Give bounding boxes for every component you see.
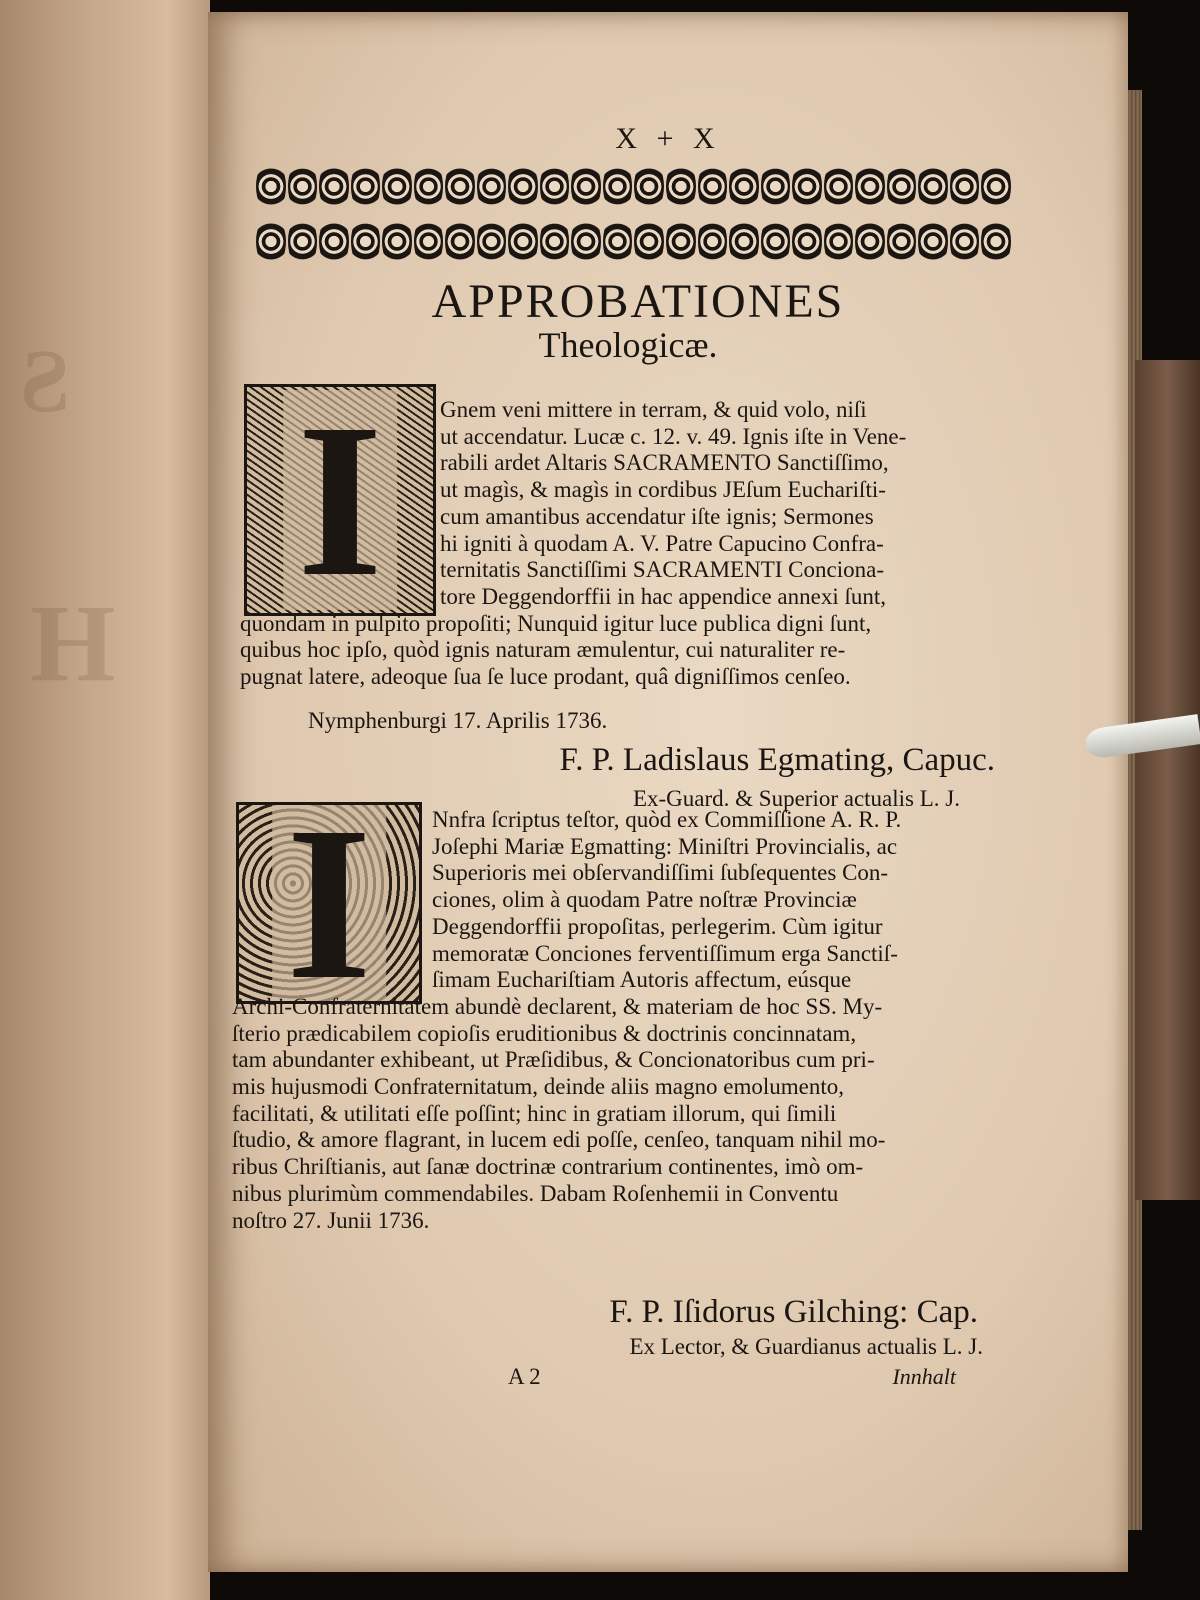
rose-ornament-icon [414, 160, 444, 213]
rose-ornament-icon [382, 215, 412, 268]
text-line: pugnat latere, adeoque ſua ſe luce prodant, quâ digniſſimos cenſeo. [240, 664, 851, 690]
rose-ornament-icon [918, 160, 948, 213]
rose-ornament-icon [351, 160, 381, 213]
catchword: Innhalt [892, 1364, 956, 1389]
rose-ornament-icon [477, 215, 507, 268]
text-line: ſterio prædicabilem copioſis eruditionibus & doctrinis concinnatam, [232, 1020, 857, 1046]
rose-ornament-icon [319, 160, 349, 213]
rose-ornament-icon [288, 160, 318, 213]
rose-ornament-icon [855, 215, 885, 268]
rose-ornament-icon [540, 160, 570, 213]
rose-ornament-icon [698, 215, 728, 268]
text-line: rabili ardet Altaris SACRAMENTO Sanctiſſimo, [440, 450, 889, 476]
text-line: noſtro 27. Junii 1736. [232, 1207, 430, 1233]
approbation-2-text [232, 807, 1002, 1234]
binding-strap [1135, 360, 1200, 1200]
book-page [208, 12, 1128, 1572]
rose-ornament-icon [792, 160, 822, 213]
rose-ornament-icon [508, 215, 538, 268]
rose-ornament-icon [792, 215, 822, 268]
rose-ornament-icon [918, 215, 948, 268]
bleed-through-text: S [20, 332, 71, 431]
text-line: Nnfra ſcriptus teſtor, quòd ex Commiſſione A. R. P. [432, 807, 902, 832]
rose-ornament-icon [950, 215, 980, 268]
rose-ornament-icon [540, 215, 570, 268]
text-line: memoratæ Conciones ferventiſſimum erga Sanctiſ- [432, 940, 898, 966]
rose-ornament-icon [666, 160, 696, 213]
initial-letter: I [272, 802, 386, 1004]
rose-ornament-icon [571, 215, 601, 268]
rose-ornament-icon [382, 160, 412, 213]
rose-ornament-icon [729, 215, 759, 268]
text-line: Joſephi Mariæ Egmatting: Miniſtri Provincialis, ac [432, 833, 898, 859]
approbation-1-date: Nymphenburgi 17. Aprilis 1736. [308, 708, 608, 733]
rose-ornament-icon [508, 160, 538, 213]
text-line: Archi-Confraternitatem abundè declarent, & materiam de hoc SS. My- [232, 993, 883, 1019]
approbation-1-text [240, 397, 1000, 691]
text-line: quondam in pulpito propoſiti; Nunquid igitur luce publica digni ſunt, [240, 610, 872, 636]
rose-ornament-icon [981, 160, 1011, 213]
rose-ornament-icon [666, 215, 696, 268]
floral-border-band [256, 160, 1011, 268]
text-line: ribus Chriſtianis, aut ſanæ doctrinæ contrarium continentes, imò om- [232, 1154, 864, 1180]
rose-ornament-icon [414, 215, 444, 268]
page-title: APPROBATIONES [431, 275, 845, 328]
signature-mark: A 2 [508, 1364, 541, 1389]
rose-ornament-icon [603, 215, 633, 268]
rose-ornament-icon [351, 215, 381, 268]
rose-ornament-icon [634, 215, 664, 268]
rose-ornament-icon [761, 215, 791, 268]
approbation-1-signer: F. P. Ladislaus Egmating, Capuc. [559, 742, 995, 778]
approbation-1-signer-title: Ex-Guard. & Superior actualis L. J. [632, 786, 960, 811]
text-line: ut accendatur. Lucæ c. 12. v. 49. Ignis iſte in Vene- [440, 423, 907, 449]
rose-ornament-icon [981, 215, 1011, 268]
rose-ornament-icon [256, 215, 286, 268]
text-line: ſimam Euchariſtiam Autoris affectum, eúsque [432, 967, 852, 993]
page-subtitle: Theologicæ. [538, 325, 718, 365]
rose-ornament-icon [477, 160, 507, 213]
rose-ornament-icon [950, 160, 980, 213]
rose-ornament-icon [887, 215, 917, 268]
facing-page [0, 0, 210, 1600]
rose-ornament-icon [698, 160, 728, 213]
text-line: cum amantibus accendatur iſte ignis; Sermones [440, 503, 874, 529]
bleed-through-text: H [30, 582, 116, 704]
text-line: ternitatis Sanctiſſimi SACRAMENTI Conciona- [440, 557, 884, 583]
rose-ornament-icon [288, 215, 318, 268]
rose-ornament-icon [445, 215, 475, 268]
text-line: nibus plurimùm commendabiles. Dabam Roſenhemii in Conventu [232, 1180, 839, 1206]
text-line: Deggendorffii propoſitas, perlegerim. Cùm igitur [432, 913, 883, 939]
rose-ornament-icon [824, 215, 854, 268]
text-line: tore Deggendorffii in hac appendice annexi ſunt, [440, 583, 886, 609]
text-line: ciones, olim à quodam Patre noſtræ Provinciæ [432, 887, 857, 913]
text-line: mis hujusmodi Confraternitatum, deinde aliis magno emolumento, [232, 1074, 844, 1100]
text-line: ut magìs, & magìs in cordibus JEſum Euchariſti- [440, 477, 886, 503]
top-ornament: X + X [615, 122, 721, 155]
rose-ornament-icon [445, 160, 475, 213]
rose-ornament-icon [571, 160, 601, 213]
rose-ornament-icon [256, 160, 286, 213]
rose-ornament-icon [729, 160, 759, 213]
rose-ornament-icon [319, 215, 349, 268]
approbation-2-signer: F. P. Iſidorus Gilching: Cap. [609, 1294, 978, 1330]
text-line: quibus hoc ipſo, quòd ignis naturam æmulentur, cui naturaliter re- [240, 637, 846, 663]
text-line: ſtudio, & amore flagrant, in lucem edi poſſe, cenſeo, tanquam nihil mo- [232, 1127, 886, 1153]
approbation-2-signer-title: Ex Lector, & Guardianus actualis L. J. [629, 1334, 983, 1359]
rose-ornament-icon [634, 160, 664, 213]
text-line: hi igniti à quodam A. V. Patre Capucino Confra- [440, 530, 884, 556]
text-line: Gnem veni mittere in terram, & quid volo, niſi [440, 397, 867, 422]
rose-ornament-icon [887, 160, 917, 213]
text-line: Superioris mei obſervandiſſimi ſubſequentes Con- [432, 860, 889, 886]
text-line: tam abundanter exhibeant, ut Præſidibus, & Concionatoribus cum pri- [232, 1047, 875, 1073]
text-line: facilitati, & utilitati eſſe poſſint; hinc in gratiam illorum, qui ſimili [232, 1100, 837, 1126]
rose-ornament-icon [855, 160, 885, 213]
rose-ornament-icon [603, 160, 633, 213]
initial-letter: I [283, 390, 397, 610]
rose-ornament-icon [824, 160, 854, 213]
rose-ornament-icon [761, 160, 791, 213]
